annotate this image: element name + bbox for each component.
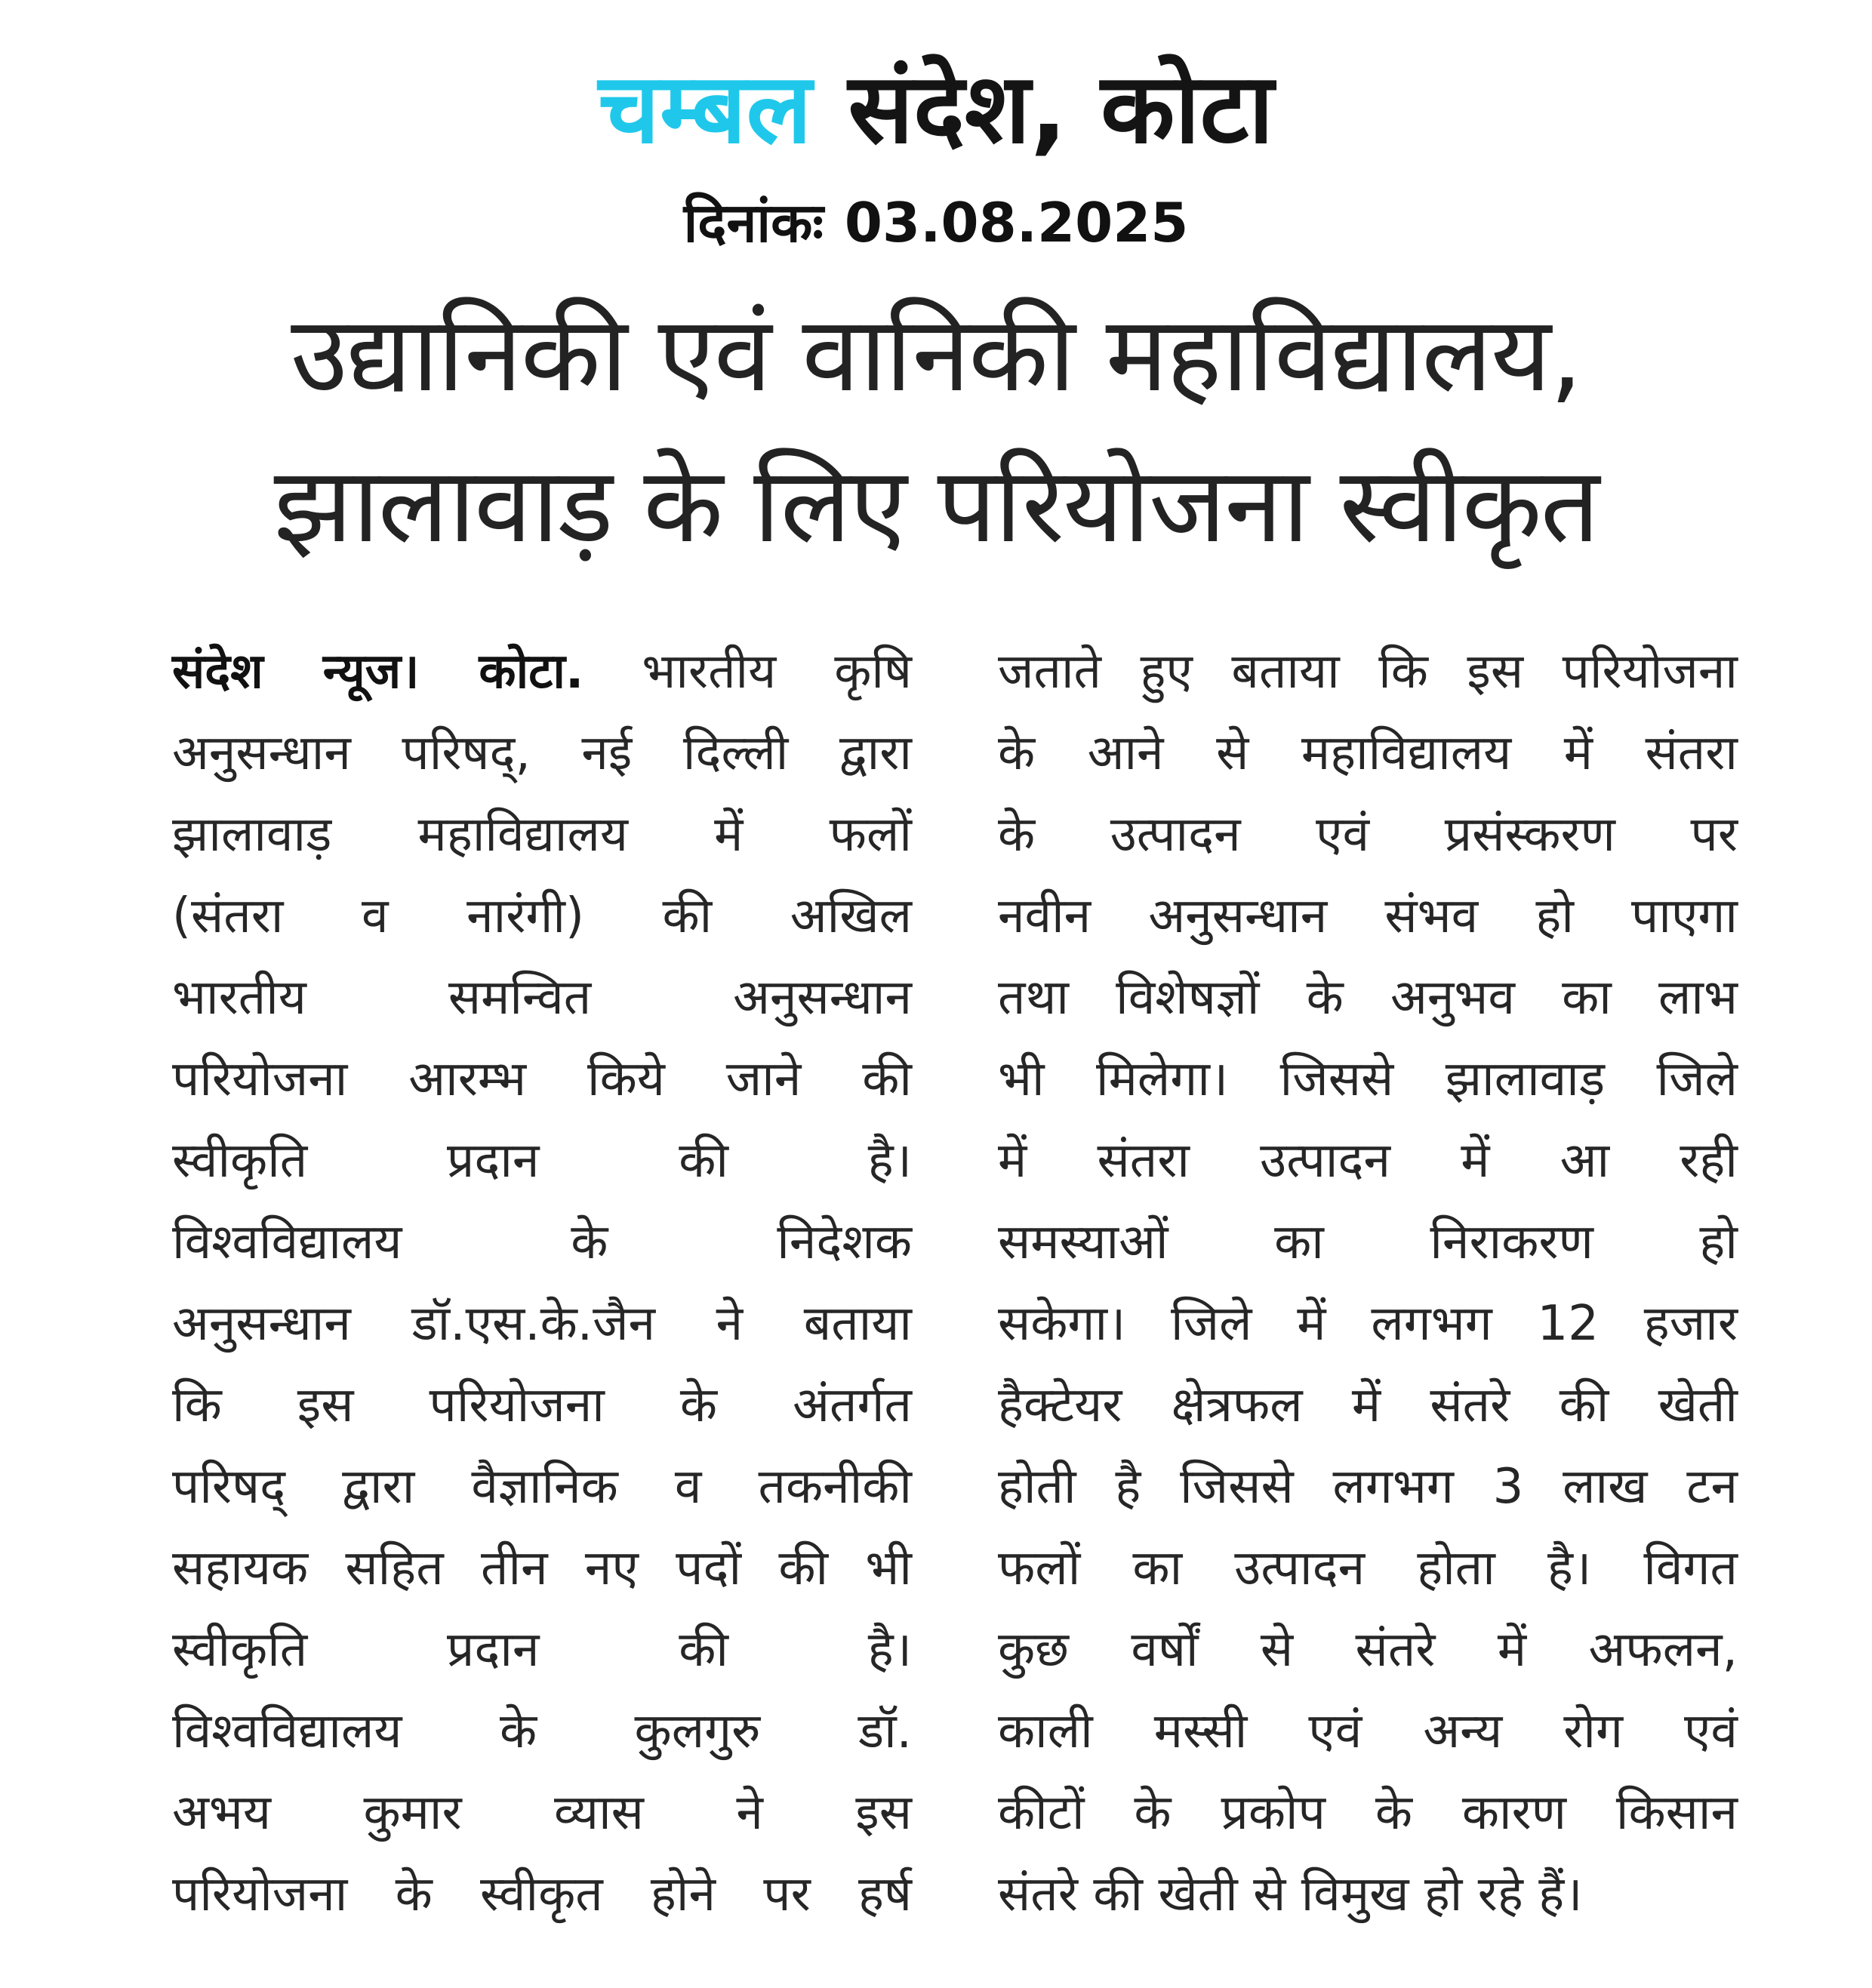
article-line: अनुसन्धान परिषद्, नई दिल्ली द्वारा <box>172 725 912 781</box>
article-line: परियोजना के स्वीकृत होने पर हर्ष <box>172 1866 912 1922</box>
article-line: झालावाड़ महाविद्यालय में फलों <box>172 807 912 863</box>
article-line: समस्याओं का निराकरण हो <box>998 1214 1738 1270</box>
article-line: हैक्टेयर क्षेत्रफल में संतरे की खेती <box>998 1377 1738 1433</box>
article-byline: संदेश न्यूज। कोटा. <box>172 644 584 700</box>
article-column-right <box>998 631 1738 1935</box>
article-line: तथा विशेषज्ञों के अनुभव का लाभ <box>998 970 1738 1026</box>
article-line: सकेगा। जिले में लगभग 12 हजार <box>998 1296 1738 1352</box>
article-line: नवीन अनुसन्धान संभव हो पाएगा <box>998 888 1738 944</box>
article-line: स्वीकृति प्रदान की है। <box>172 1622 912 1678</box>
article-line: सहायक सहित तीन नए पदों की भी <box>172 1540 912 1596</box>
article-line: के उत्पादन एवं प्रसंस्करण पर <box>998 807 1738 863</box>
article-line: के आने से महाविद्यालय में संतरा <box>998 725 1738 781</box>
article-line: होती है जिससे लगभग 3 लाख टन <box>998 1459 1738 1515</box>
article-line: भारतीय समन्वित अनुसन्धान <box>172 970 912 1026</box>
article-line <box>172 631 912 712</box>
article-line: अभय कुमार व्यास ने इस <box>172 1785 912 1841</box>
article-line: अनुसन्धान डॉ.एस.के.जैन ने बताया <box>172 1296 912 1352</box>
article-line: जताते हुए बताया कि इस परियोजना <box>998 644 1738 700</box>
article-line: काली मस्सी एवं अन्य रोग एवं <box>998 1703 1738 1759</box>
article-line: संतरे की खेती से विमुख हो रहे हैं। <box>998 1866 1583 1922</box>
article-line: भी मिलेगा। जिससे झालावाड़ जिले <box>998 1051 1738 1107</box>
article-column-left <box>172 631 912 1935</box>
article-line: कि इस परियोजना के अंतर्गत <box>172 1377 912 1433</box>
article-line: (संतरा व नारंगी) की अखिल <box>172 888 912 944</box>
dateline <box>0 189 1872 257</box>
masthead-name: चम्बल <box>598 53 812 165</box>
headline-line-1: उद्यानिकी एवं वानिकी महाविद्यालय, <box>291 294 1581 415</box>
article-line: फलों का उत्पादन होता है। विगत <box>998 1540 1738 1596</box>
headline-line-2: झालावाड़ के लिए परियोजना स्वीकृत <box>273 445 1599 566</box>
article-line: स्वीकृति प्रदान की है। <box>172 1133 912 1189</box>
article-line-text: भारतीय कृषि <box>583 644 912 700</box>
article-line: कीटों के प्रकोप के कारण किसान <box>998 1785 1738 1841</box>
dateline-label: दिनांकः <box>683 191 824 254</box>
dateline-value: 03.08.2025 <box>844 191 1189 254</box>
headline <box>113 279 1759 581</box>
masthead-rest: संदेश, कोटा <box>848 53 1274 165</box>
masthead <box>0 53 1872 166</box>
article-line: परियोजना आरम्भ किये जाने की <box>172 1051 912 1107</box>
article-line: विश्वविद्यालय के कुलगुरु डॉ. <box>172 1703 912 1759</box>
article-line: में संतरा उत्पादन में आ रही <box>998 1133 1738 1189</box>
article-line: कुछ वर्षों से संतरे में अफलन, <box>998 1622 1738 1678</box>
article-line: विश्वविद्यालय के निदेशक <box>172 1214 912 1270</box>
article-line: परिषद् द्वारा वैज्ञानिक व तकनीकी <box>172 1459 912 1515</box>
